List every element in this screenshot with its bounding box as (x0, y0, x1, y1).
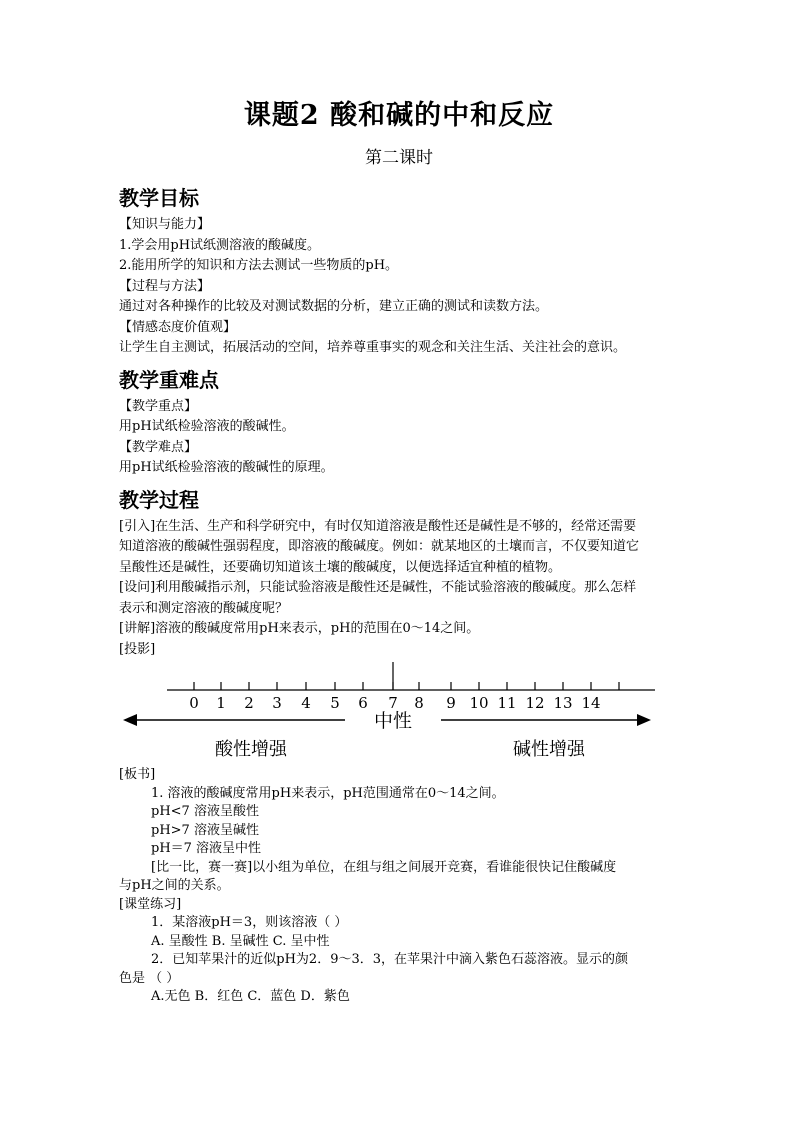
explain-line: [讲解]溶液的酸碱度常用pH来表示，pH的范围在0～14之间。 (119, 621, 480, 636)
lesson-document (119, 96, 679, 1007)
ph-scale-svg (119, 662, 659, 762)
ph-tick-label: 1 (216, 694, 226, 712)
neutral-label: 中性 (373, 710, 413, 732)
goals-heading: 教学目标 (119, 186, 199, 210)
process-heading: 教学过程 (119, 487, 199, 512)
acid-label: 酸性增强 (215, 739, 287, 760)
process-item-1: 通过对各种操作的比较及对测试数据的分析，建立正确的测试和读数方法。 (119, 299, 549, 314)
ph-tick-group (189, 682, 619, 712)
question-1: 1．某溶液pH＝3，则该溶液（ ） (151, 915, 348, 930)
question-line-2: 表示和测定溶液的酸碱度呢？ (119, 600, 289, 616)
page-subtitle: 第二课时 (365, 148, 433, 168)
ph-tick-label: 7 (388, 694, 398, 712)
ph-tick-label: 8 (414, 694, 424, 712)
compete-line-1: [比一比，赛一赛]以小组为单位，在组与组之间展开竞赛，看谁能很快记住酸碱度 (151, 859, 617, 875)
compete-line-2: 与pH之间的关系。 (119, 878, 230, 893)
difficulty-label: 【教学难点】 (119, 439, 198, 455)
intro-line-3: 呈酸性还是碱性，还要确切知道该土壤的酸碱度，以便选择适宜种植的植物。 (119, 559, 562, 575)
board-line-2: pH<7 溶液呈酸性 (151, 804, 259, 819)
ph-tick-label: 3 (272, 694, 282, 712)
ph-tick-label: 4 (301, 694, 311, 712)
knowledge-item-1: 1.学会用pH试纸测溶液的酸碱度。 (119, 237, 321, 253)
intro-line-2: 知道溶液的酸碱性强弱程度，即溶液的酸碱度。例如：就某地区的土壤而言，不仅要知道它 (119, 539, 640, 554)
ph-tick-label: 6 (358, 694, 368, 712)
practice-label: [课堂练习] (119, 896, 182, 912)
question-2-line-2: 色是 （ ） (119, 970, 180, 986)
focus-item-1: 用pH试纸检验溶液的酸碱性。 (119, 419, 295, 434)
ph-scale-figure (119, 662, 659, 762)
board-line-4: pH＝7 溶液呈中性 (151, 841, 262, 856)
board-line-1: 1. 溶液的酸碱度常用pH来表示，pH范围通常在0～14之间。 (151, 785, 505, 801)
keypoints-heading: 教学重难点 (119, 367, 219, 392)
knowledge-label: 【知识与能力】 (119, 217, 211, 232)
ph-tick-label: 13 (553, 694, 573, 712)
knowledge-item-2: 2.能用所学的知识和方法去测试一些物质的pH。 (119, 258, 399, 273)
process-label: 【过程与方法】 (119, 278, 211, 294)
intro-line-1: [引入]在生活、生产和科学研究中，有时仅知道溶液是酸性还是碱性是不够的，经常还需要 (119, 518, 637, 534)
board-line-3: pH>7 溶液呈碱性 (151, 822, 259, 838)
question-line-1: [设问]利用酸碱指示剂，只能试验溶液是酸性还是碱性，不能试验溶液的酸碱度。那么怎样 (119, 580, 637, 595)
ph-tick-label: 10 (469, 694, 489, 712)
focus-label: 【教学重点】 (119, 398, 198, 414)
ph-tick-label: 12 (525, 694, 545, 712)
base-label: 碱性增强 (513, 739, 585, 760)
difficulty-item-1: 用pH试纸检验溶液的酸碱性的原理。 (119, 460, 334, 475)
ph-tick-label: 2 (244, 694, 254, 712)
emotion-item-1: 让学生自主测试，拓展活动的空间，培养尊重事实的观念和关注生活、关注社会的意识。 (119, 340, 627, 355)
ph-tick-label: 9 (446, 694, 456, 712)
question-2-line-1: 2．已知苹果汁的近似pH为2．9～3．3，在苹果汁中滴入紫色石蕊溶液。显示的颜 (151, 952, 629, 967)
emotion-label: 【情感态度价值观】 (119, 319, 237, 335)
ph-tick-label: 11 (497, 694, 517, 712)
ph-tick-label: 0 (189, 694, 199, 712)
ph-tick-label: 5 (330, 694, 340, 712)
question-1-options: A. 呈酸性 B. 呈碱性 C. 呈中性 (151, 933, 330, 949)
board-label: [板书] (119, 767, 156, 782)
base-arrow-head (637, 714, 651, 726)
projection-label: [投影] (119, 641, 156, 657)
acid-arrow-head (123, 714, 137, 726)
question-2-options: A.无色 B．红色 C．蓝色 D．紫色 (151, 989, 350, 1004)
ph-tick-label: 14 (581, 694, 601, 712)
page-title: 课题2 酸和碱的中和反应 (243, 100, 555, 131)
